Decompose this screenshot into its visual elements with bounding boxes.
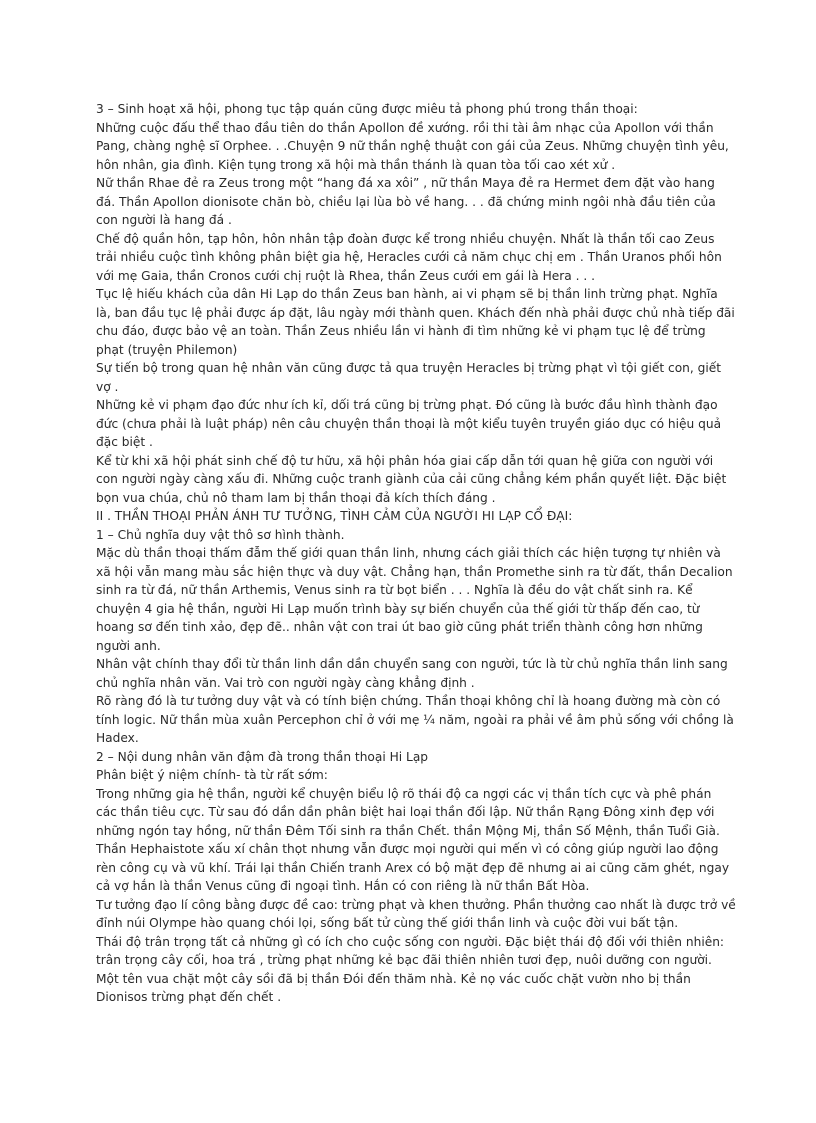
subheading: Phân biệt ý niệm chính- tà từ rất sớm:: [96, 768, 328, 782]
chapter-heading: II . THẦN THOẠI PHẢN ÁNH TƯ TƯỞNG, TÌNH CẢM CỦA NGƯỜI HI LẠP CỔ ĐẠI:: [96, 509, 573, 523]
section-heading: 3 – Sinh hoạt xã hội, phong tục tập quán cũng được miêu tả phong phú trong thần thoại:: [96, 102, 638, 116]
paragraph: Sự tiến bộ trong quan hệ nhân văn cũng được tả qua truyện Heracles bị trừng phạt vì tội giết con, giết vợ .: [96, 361, 722, 394]
paragraph: Kể từ khi xã hội phát sinh chế độ tư hữu, xã hội phân hóa giai cấp dẫn tới quan hệ giữa con người với con người ngày càng xấu đi. Những cuộc tranh giành của cải cũng chẳng kém phần quyết liệt. Đặc biệt bọn vua chúa, chủ nô tham lam bị thần thoại đả kích thích đáng .: [96, 453, 727, 505]
paragraph: Chế độ quần hôn, tạp hôn, hôn nhân tập đoàn được kể trong nhiều chuyện. Nhất là thần tối cao Zeus trải nhiều cuộc tình không phân biệt gia hệ, Heracles cưới cả năm chục chị em . Thần Uranos phối hôn với mẹ Gaia, thần Cronos cưới chị ruột là Rhea, thần Zeus cưới em gái là Hera . . .: [96, 231, 722, 283]
paragraph: Nhân vật chính thay đổi từ thần linh dần dần chuyển sang con người, tức là từ chủ nghĩa thần linh sang chủ nghĩa nhân văn. Vai trò con người ngày càng khẳng định .: [96, 657, 728, 690]
section-heading: 2 – Nội dung nhân văn đậm đà trong thần thoại Hi Lạp: [96, 749, 429, 764]
document-body: [96, 100, 736, 1007]
paragraph: Rõ ràng đó là tư tưởng duy vật và có tính biện chứng. Thần thoại không chỉ là hoang đường mà còn có tính logic. Nữ thần mùa xuân Percephon chỉ ở với mẹ ¼ năm, ngoài ra phải về âm phủ sống với chồng là Hadex.: [96, 694, 734, 745]
paragraph: Mặc dù thần thoại thấm đẫm thế giới quan thần linh, nhưng cách giải thích các hiện tượng tự nhiên và xã hội vẫn mang màu sắc hiện thực và duy vật. Chẳng hạn, thần Promethe sinh ra từ đất, thần Decalion sinh ra từ đá, nữ thần Arthemis, Venus sinh ra từ bọt biển . . . Nghĩa là đều do vật chất sinh ra. Kể chuyện 4 gia hệ thần, người Hi Lạp muốn trình bày sự biến chuyển của thế giới từ thấp đến cao, từ hoang sơ đến tinh xảo, đẹp đẽ.. nhân vật con trai út bao giờ cũng phát triển thành công hơn những người anh.: [96, 546, 733, 653]
paragraph: Nữ thần Rhae đẻ ra Zeus trong một “hang đá xa xôi” , nữ thần Maya đẻ ra Hermet đem đặt vào hang đá. Thần Apollon dionisote chăn bò, chiều lại lùa bò về hang. . . đã chứng minh ngôi nhà đầu tiên của con người là hang đá .: [96, 176, 716, 227]
paragraph: Tư tưởng đạo lí công bằng được đề cao: trừng phạt và khen thưởng. Phần thưởng cao nhất là được trở về đỉnh núi Olympe hào quang chói lọi, sống bất tử cùng thế giới thần linh và cuộc đời vui bất tận.: [96, 897, 736, 930]
section-heading: 1 – Chủ nghĩa duy vật thô sơ hình thành.: [96, 527, 345, 542]
paragraph: Tục lệ hiếu khách của dân Hi Lạp do thần Zeus ban hành, ai vi phạm sẽ bị thần linh trừng phạt. Nghĩa là, ban đầu tục lệ phải được áp đặt, lâu ngày mới thành quen. Khách đến nhà phải được chủ nhà tiếp đãi chu đáo, được bảo vệ an toàn. Thần Zeus nhiều lần vi hành đi tìm những kẻ vi phạm tục lệ để trừng phạt (truyện Philemon): [96, 287, 735, 357]
paragraph: Những cuộc đấu thể thao đầu tiên do thần Apollon đề xướng. rồi thi tài âm nhạc của Apollon với thần Pang, chàng nghệ sĩ Orphee. . .Chuyện 9 nữ thần nghệ thuật con gái của Zeus. Những chuyện tình yêu, hôn nhân, gia đình. Kiện tụng trong xã hội mà thần thánh là quan tòa tối cao xét xử .: [96, 120, 729, 172]
paragraph: Thái độ trân trọng tất cả những gì có ích cho cuộc sống con người. Đặc biệt thái độ đối với thiên nhiên: trân trọng cây cối, hoa trá , trừng phạt những kẻ bạc đãi thiên nhiên tươi đẹp, nuôi dưỡng con người. Một tên vua chặt một cây sồi đã bị thần Đói đến thăm nhà. Kẻ nọ vác cuốc chặt vườn nho bị thần Dionisos trừng phạt đến chết .: [96, 934, 725, 1004]
paragraph: Trong những gia hệ thần, người kể chuyện biểu lộ rõ thái độ ca ngợi các vị thần tích cực và phê phán các thần tiêu cực. Từ sau đó dần dần phân biệt hai loại thần đối lập. Nữ thần Rạng Đông xinh đẹp với những ngón tay hồng, nữ thần Đêm Tối sinh ra thần Chết. thần Mộng Mị, thần Số Mệnh, thần Tuổi Già. Thần Hephaistote xấu xí chân thọt nhưng vẫn được mọi người qui mến vì có công giúp người lao động rèn công cụ và vũ khí. Trái lại thần Chiến tranh Arex có bộ mặt đẹp đẽ nhưng ai ai cũng căm ghét, ngay cả vợ hắn là thần Venus cũng đi ngoại tình. Hắn có con riêng là nữ thần Bất Hòa.: [96, 786, 730, 893]
paragraph: Những kẻ vi phạm đạo đức như ích kỉ, dối trá cũng bị trừng phạt. Đó cũng là bước đầu hình thành đạo đức (chưa phải là luật pháp) nên câu chuyện thần thoại là một kiểu tuyên truyền giáo dục có hiệu quả đặc biệt .: [96, 398, 722, 449]
